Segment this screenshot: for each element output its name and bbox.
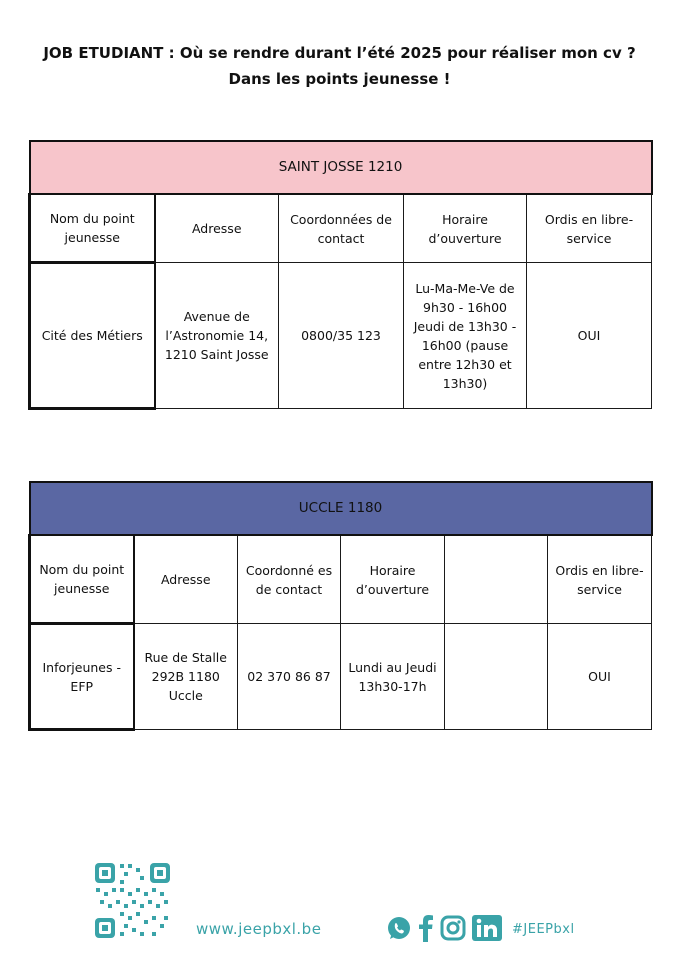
table-title: UCCLE 1180	[30, 482, 652, 535]
header-horaire: Horaire d’ouverture	[341, 535, 445, 624]
title-line-2: Dans les points jeunesse !	[228, 70, 451, 88]
page-title	[0, 40, 679, 92]
header-coordonnees: Coordonnées de contact	[279, 194, 404, 263]
cell-contact: 0800/35 123	[279, 263, 404, 409]
cell-ordis: OUI	[548, 624, 652, 730]
instagram-icon[interactable]	[440, 915, 466, 941]
cell-empty	[445, 624, 548, 730]
header-ordis: Ordis en libre-service	[527, 194, 652, 263]
header-adresse: Adresse	[134, 535, 238, 624]
title-line-1: JOB ETUDIANT : Où se rendre durant l’été 2025 pour réaliser mon cv ?	[43, 44, 636, 62]
cell-nom: Inforjeunes - EFP	[30, 624, 134, 730]
qr-code-icon[interactable]	[94, 862, 171, 939]
facebook-icon[interactable]	[418, 914, 434, 942]
cell-nom: Cité des Métiers	[30, 263, 155, 409]
header-horaire: Horaire d’ouverture	[404, 194, 527, 263]
table-row	[30, 624, 652, 730]
social-icons	[386, 914, 502, 942]
table-row	[30, 263, 652, 409]
website-link[interactable]: www.jeepbxl.be	[196, 920, 322, 938]
table-title: SAINT JOSSE 1210	[30, 141, 652, 194]
cell-contact: 02 370 86 87	[238, 624, 341, 730]
header-nom: Nom du point jeunesse	[30, 535, 134, 624]
cell-horaire: Lu-Ma-Me-Ve de 9h30 - 16h00 Jeudi de 13h30 - 16h00 (pause entre 12h30 et 13h30)	[404, 263, 527, 409]
cell-adresse: Rue de Stalle 292B 1180 Uccle	[134, 624, 238, 730]
header-empty	[445, 535, 548, 624]
header-nom: Nom du point jeunesse	[30, 194, 155, 263]
header-ordis: Ordis en libre-service	[548, 535, 652, 624]
whatsapp-icon[interactable]	[386, 915, 412, 941]
saint-josse-table	[28, 140, 653, 410]
cell-adresse: Avenue de l’Astronomie 14, 1210 Saint Josse	[155, 263, 279, 409]
linkedin-icon[interactable]	[472, 915, 502, 941]
cell-ordis: OUI	[527, 263, 652, 409]
uccle-table	[28, 481, 653, 731]
header-coordonnees: Coordonné es de contact	[238, 535, 341, 624]
header-adresse: Adresse	[155, 194, 279, 263]
cell-horaire: Lundi au Jeudi 13h30-17h	[341, 624, 445, 730]
hashtag-label: #JEEPbxl	[512, 922, 575, 937]
